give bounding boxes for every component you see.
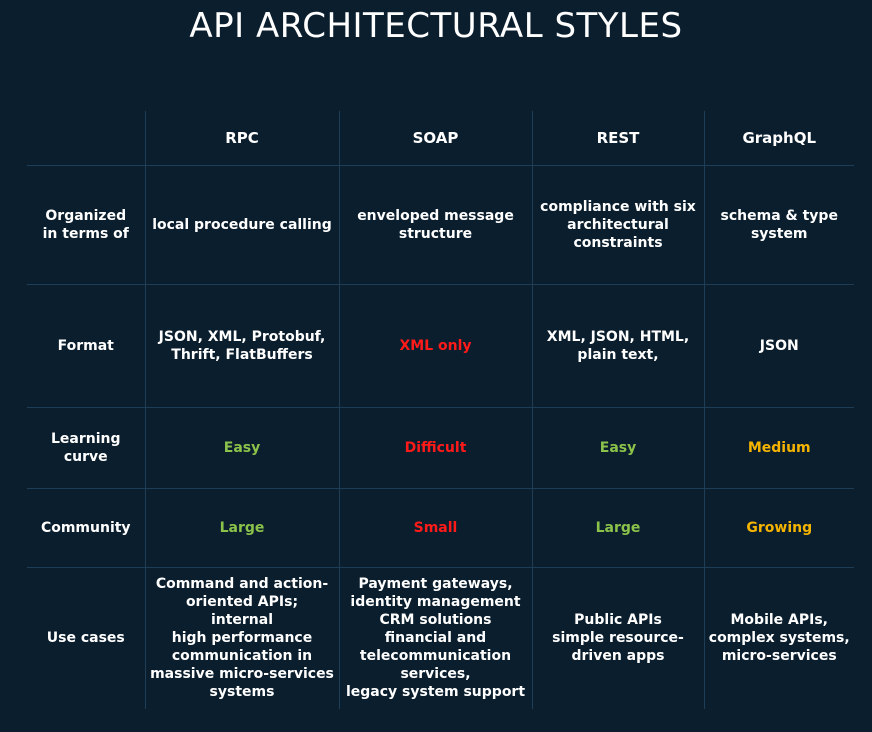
column-header-soap: SOAP — [339, 111, 532, 165]
cell-format-rest: XML, JSON, HTML, plain text, — [532, 284, 704, 407]
cell-usecases-soap: Payment gateways, identity management CRM solutions financial and telecommunication services, legacy system support — [339, 567, 532, 709]
comparison-table — [27, 111, 854, 709]
cell-format-graphql: JSON — [704, 284, 854, 407]
table-row — [27, 284, 854, 407]
column-header-rest: REST — [532, 111, 704, 165]
row-label-community: Community — [27, 488, 145, 567]
column-header-graphql: GraphQL — [704, 111, 854, 165]
cell-learning-soap: Difficult — [339, 407, 532, 488]
table-row — [27, 567, 854, 709]
column-header-rpc: RPC — [145, 111, 339, 165]
table-row — [27, 165, 854, 284]
cell-format-soap: XML only — [339, 284, 532, 407]
cell-learning-graphql: Medium — [704, 407, 854, 488]
table-row — [27, 407, 854, 488]
row-label-format: Format — [27, 284, 145, 407]
cell-organized-soap: enveloped message structure — [339, 165, 532, 284]
table-row — [27, 488, 854, 567]
cell-usecases-graphql: Mobile APIs, complex systems, micro-services — [704, 567, 854, 709]
cell-organized-rest: compliance with six architectural constraints — [532, 165, 704, 284]
header-row — [27, 111, 854, 165]
cell-organized-rpc: local procedure calling — [145, 165, 339, 284]
cell-learning-rpc: Easy — [145, 407, 339, 488]
cell-format-rpc: JSON, XML, Protobuf, Thrift, FlatBuffers — [145, 284, 339, 407]
page-title: API ARCHITECTURAL STYLES — [189, 6, 683, 46]
cell-usecases-rest: Public APIs simple resource- driven apps — [532, 567, 704, 709]
cell-usecases-rpc: Command and action- oriented APIs; internal high performance communication in massive micro-services systems — [145, 567, 339, 709]
cell-organized-graphql: schema & type system — [704, 165, 854, 284]
cell-community-rest: Large — [532, 488, 704, 567]
cell-community-soap: Small — [339, 488, 532, 567]
cell-community-rpc: Large — [145, 488, 339, 567]
row-label-learning-curve: Learning curve — [27, 407, 145, 488]
row-label-organized: Organized in terms of — [27, 165, 145, 284]
corner-cell — [27, 111, 145, 165]
cell-community-graphql: Growing — [704, 488, 854, 567]
row-label-use-cases: Use cases — [46, 630, 125, 647]
cell-learning-rest: Easy — [532, 407, 704, 488]
